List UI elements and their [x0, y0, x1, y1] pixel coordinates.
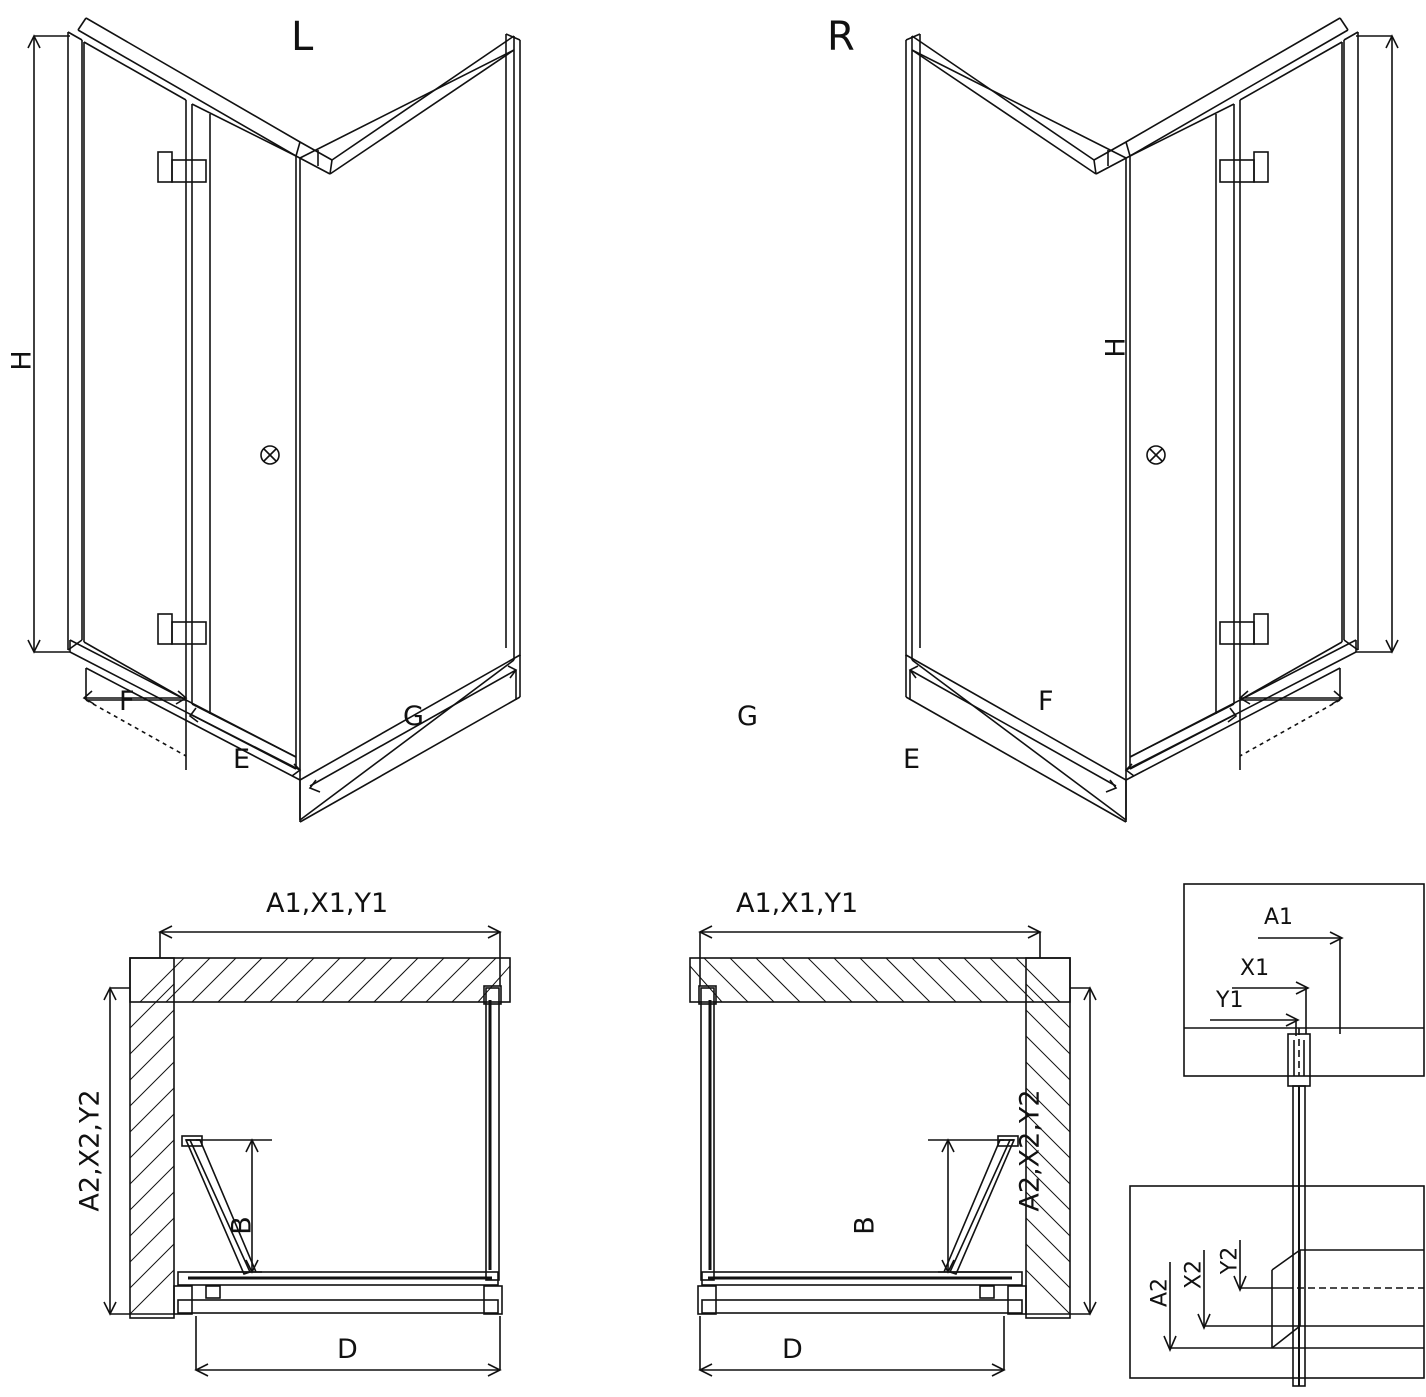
- detail-top-a1-label: A1: [1264, 905, 1294, 930]
- detail-top-y1-label: Y1: [1216, 988, 1244, 1013]
- iso-left-dim-g: G: [403, 701, 424, 732]
- iso-left-height-label: H: [6, 350, 38, 371]
- plan-right-top-label: A1,X1,Y1: [736, 888, 859, 919]
- iso-right-group: [906, 18, 1398, 822]
- plan-left-b-label: B: [226, 1216, 258, 1235]
- detail-bottom-group: [1130, 1186, 1424, 1378]
- iso-right-height-label: H: [1100, 337, 1132, 358]
- plan-left-top-label: A1,X1,Y1: [266, 888, 389, 919]
- iso-left-dim-f: F: [119, 686, 135, 717]
- detail-top-group: [1181, 884, 1424, 1386]
- iso-left-dim-e: E: [233, 744, 251, 775]
- plan-right-b-label: B: [849, 1216, 881, 1235]
- plan-left-side-label: A2,X2,Y2: [74, 1089, 106, 1212]
- detail-bottom-x2-label: X2: [1181, 1259, 1207, 1290]
- iso-right-dim-g: G: [737, 701, 758, 732]
- plan-left-group: [130, 958, 510, 1318]
- plan-right-d-label: D: [782, 1334, 803, 1365]
- iso-left-group: [68, 18, 520, 822]
- plan-right-side-label: A2,X2,Y2: [1014, 1089, 1046, 1212]
- iso-right-dim-f: F: [1038, 686, 1054, 717]
- title-left: L: [291, 14, 314, 60]
- detail-bottom-a2-label: A2: [1147, 1277, 1173, 1308]
- title-right: R: [827, 14, 855, 60]
- iso-right-dim-e: E: [903, 744, 921, 775]
- plan-left-d-label: D: [337, 1334, 358, 1365]
- detail-bottom-y2-label: Y2: [1217, 1246, 1243, 1275]
- detail-top-x1-label: X1: [1240, 956, 1270, 981]
